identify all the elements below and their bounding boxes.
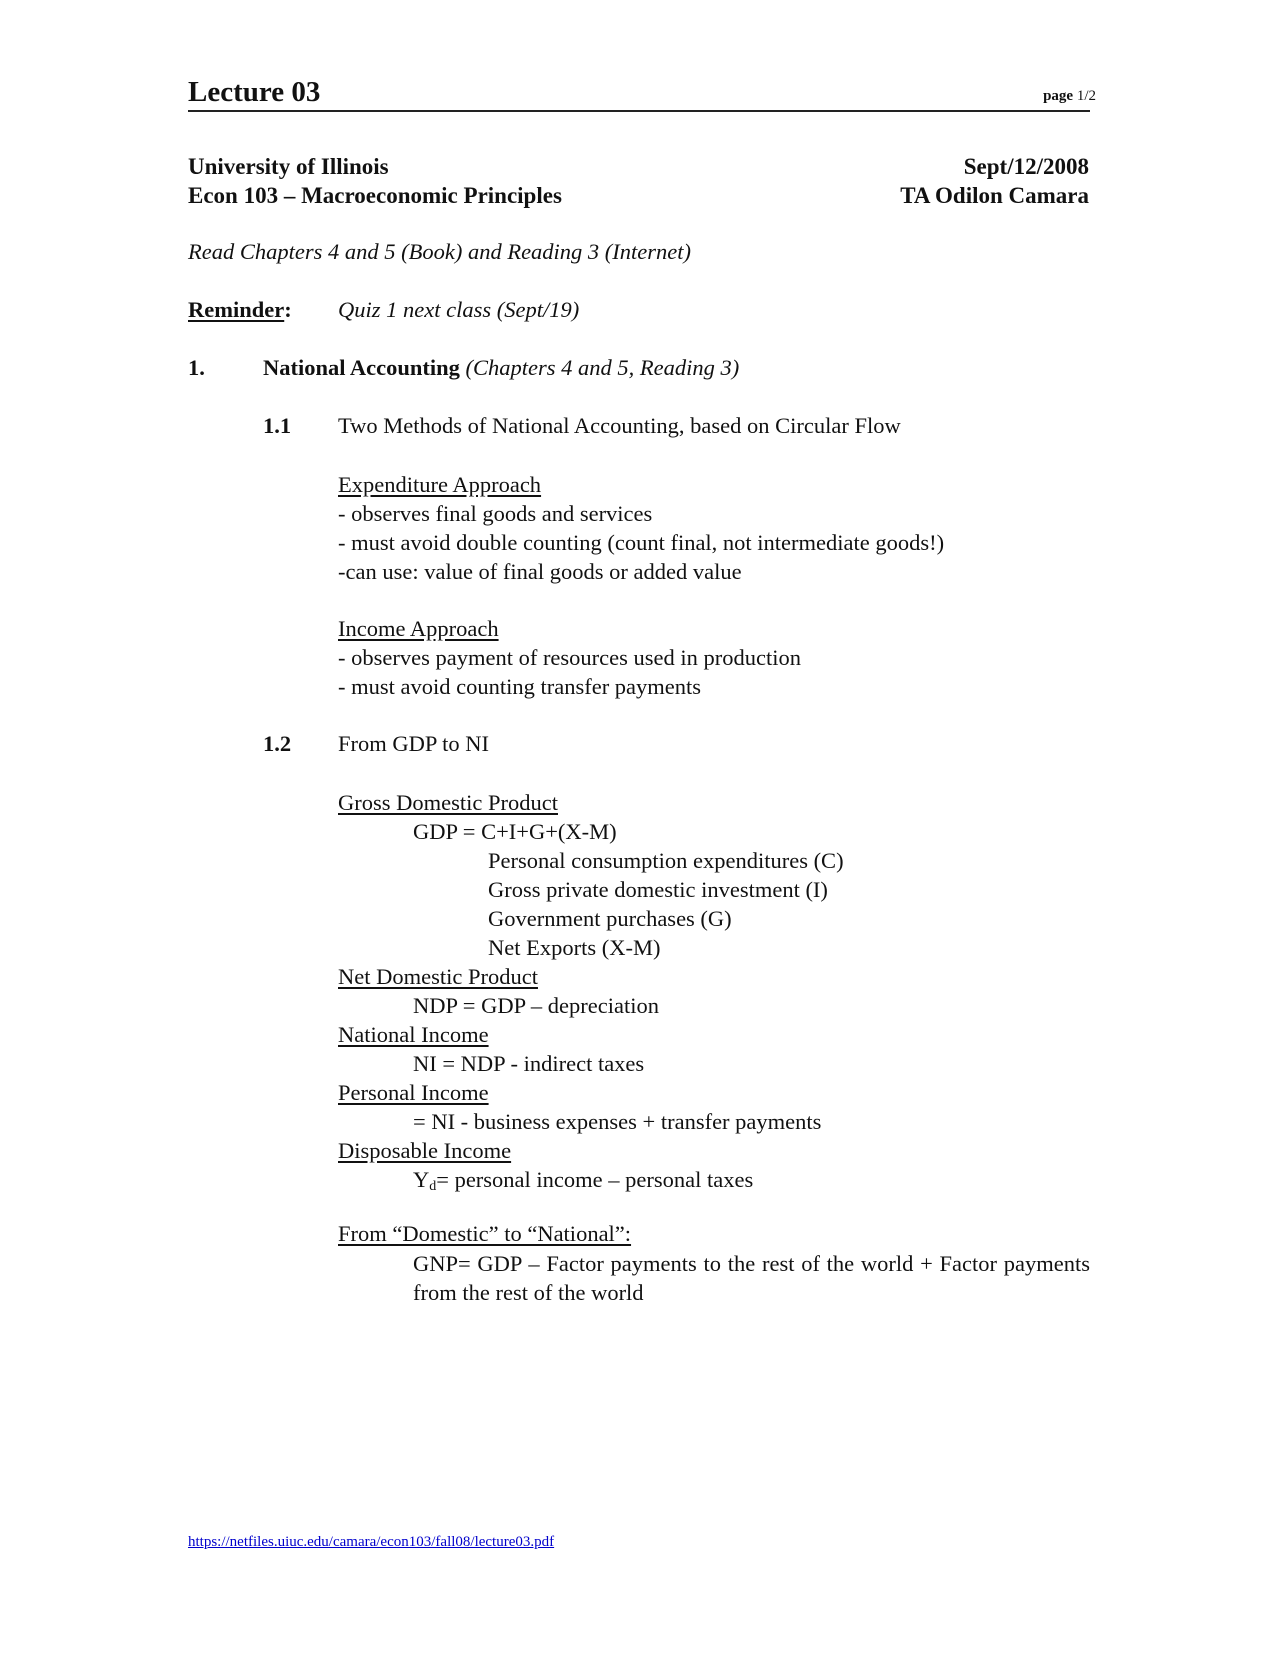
reminder-label: Reminder: (188, 297, 292, 322)
di-symbol: Y (413, 1167, 430, 1192)
page-number (1043, 86, 1096, 106)
page-count: 1/2 (1076, 88, 1096, 104)
course-name: Econ 103 – Macroeconomic Principles (188, 183, 562, 208)
di-expression: = personal income – personal taxes (436, 1167, 754, 1192)
ndp-formula: NDP = GDP – depreciation (413, 993, 659, 1018)
lecture-title: Lecture 03 (188, 76, 321, 108)
lecture-date: Sept/12/2008 (963, 154, 1089, 179)
gdp-component: Gross private domestic investment (I) (488, 877, 828, 902)
expenditure-line: - observes final goods and services (338, 501, 653, 526)
header-rule (188, 110, 1090, 112)
ni-formula: NI = NDP - indirect taxes (413, 1051, 645, 1076)
expenditure-line: -can use: value of final goods or added value (338, 559, 742, 584)
section-1-2-title: From GDP to NI (338, 731, 490, 756)
national-accounts-definitions (338, 788, 844, 1201)
reminder-label-text: Reminder (188, 297, 285, 322)
pi-formula: = NI - business expenses + transfer payments (413, 1109, 822, 1134)
source-url-link[interactable]: https://netfiles.uiuc.edu/camara/econ103/fall08/lecture03.pdf (188, 1534, 555, 1550)
gdp-component: Personal consumption expenditures (C) (488, 848, 844, 873)
gdp-component: Government purchases (G) (488, 906, 732, 931)
university-name: University of Illinois (188, 154, 389, 179)
di-subscript: d (429, 1179, 437, 1194)
gnp-formula: GNP= GDP – Factor payments to the rest of the world + Factor payments from the rest of the world (413, 1251, 1090, 1305)
section-1-1-title: Two Methods of National Accounting, based on Circular Flow (338, 413, 901, 438)
section-1-1-number: 1.1 (263, 413, 292, 438)
date-ta-info (900, 152, 1089, 210)
section-1-2-number: 1.2 (263, 731, 292, 756)
course-info (188, 152, 562, 210)
section-1-title: National Accounting (263, 355, 460, 380)
section-1-heading (263, 354, 739, 382)
section-1-number: 1. (188, 355, 205, 380)
expenditure-heading: Expenditure Approach (338, 472, 542, 497)
income-approach (338, 614, 801, 701)
reading-assignment: Read Chapters 4 and 5 (Book) and Reading 3 (Internet) (188, 239, 692, 264)
ni-heading: National Income (338, 1022, 489, 1047)
income-line: - observes payment of resources used in production (338, 645, 801, 670)
gdp-component: Net Exports (X-M) (488, 935, 661, 960)
ta-name: TA Odilon Camara (900, 183, 1089, 208)
page-label: page (1043, 88, 1074, 104)
expenditure-line: - must avoid double counting (count final, not intermediate goods!) (338, 530, 945, 555)
income-line: - must avoid counting transfer payments (338, 674, 702, 699)
gdp-formula: GDP = C+I+G+(X-M) (413, 819, 617, 844)
expenditure-approach (338, 470, 944, 586)
pi-heading: Personal Income (338, 1080, 489, 1105)
reminder-text: Quiz 1 next class (Sept/19) (338, 297, 580, 322)
gdp-heading: Gross Domestic Product (338, 790, 558, 815)
di-heading: Disposable Income (338, 1138, 512, 1163)
gnp-heading: From “Domestic” to “National”: (338, 1221, 632, 1246)
income-heading: Income Approach (338, 616, 499, 641)
section-1-subtitle: (Chapters 4 and 5, Reading 3) (465, 355, 740, 380)
ndp-heading: Net Domestic Product (338, 964, 538, 989)
di-formula (338, 1165, 844, 1201)
